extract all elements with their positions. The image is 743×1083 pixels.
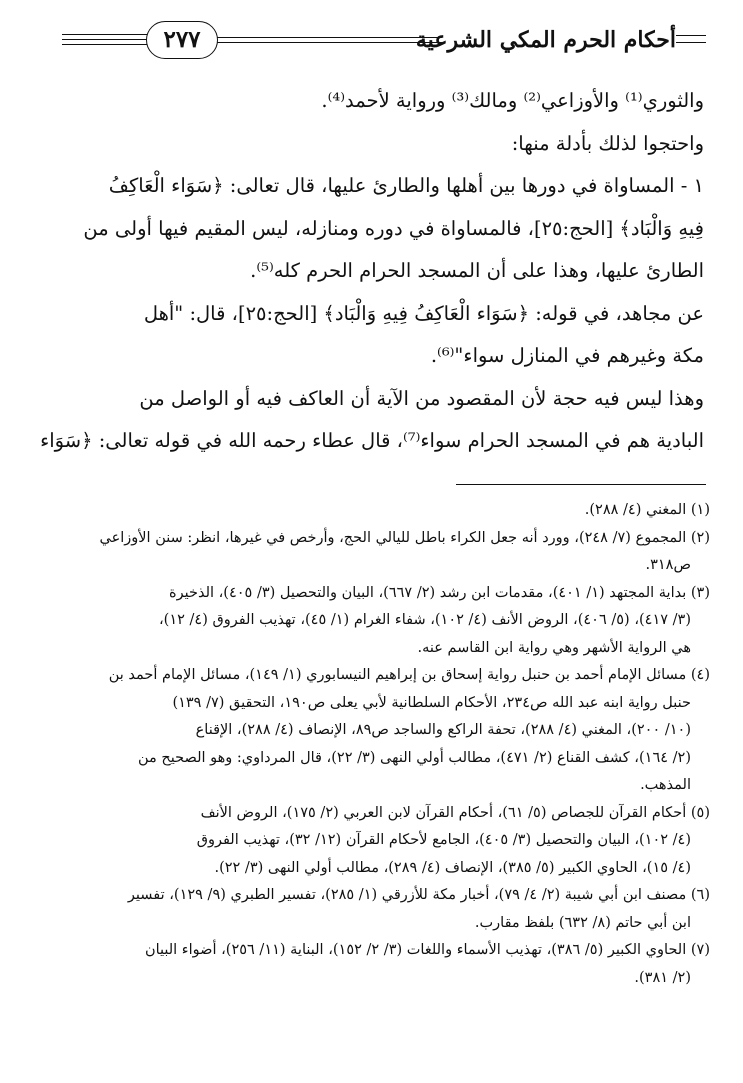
- text-line: فِيهِ وَالْبَاد﴾ [الحج:٢٥]، فالمساواة في دوره ومنازله، ليس المقيم فيها أولى من: [83, 216, 704, 240]
- text-line: ١ - المساواة في دورها بين أهلها والطارئ عليها، قال تعالى: ﴿سَوَاء الْعَاكِفُ: [108, 174, 704, 197]
- text-line: وهذا ليس فيه حجة لأن المقصود من الآية أن العاكف فيه أو الواصل من: [139, 386, 704, 410]
- header-rule: [62, 44, 148, 45]
- header-rule: [62, 34, 148, 35]
- running-title: أحكام الحرم المكي الشرعية: [415, 27, 676, 53]
- page-header: [62, 18, 710, 64]
- main-text: [40, 80, 704, 463]
- text-line: عن مجاهد، في قوله: ﴿سَوَاء الْعَاكِفُ فِيهِ وَالْبَاد﴾ [الحج:٢٥]، قال: "أهل: [143, 301, 704, 325]
- footnote-separator: [456, 484, 706, 485]
- footnote-line: (٦) مصنف ابن أبي شيبة (٢/ ٤/ ٧٩)، أخبار مكة للأزرقي (١/ ٢٨٥)، تفسير الطبري (٩/ ١٢٩)، تفسير: [127, 887, 710, 903]
- footnote-line: (٣/ ٤١٧)، (٥/ ٤٠٦)، الروض الأنف (٤/ ١٠٢)، شفاء الغرام (١/ ٤٥)، تهذيب الفروق (٤/ ١٢)،: [158, 612, 691, 628]
- footnote-line: (١) المغني (٤/ ٢٨٨).: [584, 502, 710, 518]
- footnote-line: (٣) بداية المجتهد (١/ ٤٠١)، مقدمات ابن رشد (٢/ ٦٦٧)، البيان والتحصيل (٣/ ٤٠٥)، الذخيرة: [169, 584, 710, 601]
- footnote-line: (٢) المجموع (٧/ ٢٤٨)، وورد أنه جعل الكراء باطل لليالي الحج، وأرخص في غيرها، انظر: سنن الأوزاعي: [99, 529, 710, 546]
- header-rule: [676, 42, 706, 43]
- page-number: ٢٧٧: [146, 21, 218, 59]
- footnote-line: ص٣١٨.: [645, 557, 691, 573]
- footnote-line: (٢/ ٣٨١).: [634, 969, 691, 986]
- footnotes: [64, 497, 710, 992]
- text-line: والثوري⁽¹⁾ والأوزاعي⁽²⁾ ومالك⁽³⁾ ورواية لأحمد⁽⁴⁾.: [321, 89, 704, 112]
- footnote-line: (٤) مسائل الإمام أحمد بن حنبل رواية إسحاق بن إبراهيم النيسابوري (١/ ١٤٩)، مسائل الإمام أحمد بن: [108, 667, 710, 683]
- footnote-line: ابن أبي حاتم (٨/ ٦٣٢) بلفظ مقارب.: [474, 914, 691, 931]
- text-line: مكة وغيرهم في المنازل سواء"⁽⁶⁾.: [430, 344, 704, 367]
- header-rule: [212, 37, 442, 38]
- footnote-line: (٥) أحكام القرآن للجصاص (٥/ ٦١)، أحكام القرآن لابن العربي (٢/ ١٧٥)، الروض الأنف: [200, 804, 710, 821]
- text-line: واحتجوا لذلك بأدلة منها:: [511, 131, 704, 155]
- footnote-line: (٢/ ١٦٤)، كشف القناع (٢/ ٤٧١)، مطالب أولي النهى (٣/ ٢٢)، قال المرداوي: وهو الصحيح من: [138, 749, 691, 766]
- footnote-line: (٤/ ١٠٢)، البيان والتحصيل (٣/ ٤٠٥)، الجامع لأحكام القرآن (١٢/ ٣٢)، تهذيب الفروق: [196, 832, 691, 848]
- text-line: الطارئ عليها، وهذا على أن المسجد الحرام الحرم كله⁽⁵⁾.: [250, 259, 704, 282]
- footnote-line: حنبل رواية ابنه عبد الله ص٢٣٤، الأحكام السلطانية لأبي يعلى ص١٩٠، التحقيق (٧/ ١٣٩): [172, 694, 691, 711]
- header-rule: [676, 35, 706, 36]
- footnote-line: (١٠/ ٢٠٠)، المغني (٤/ ٢٨٨)، تحفة الراكع والساجد ص٨٩، الإنصاف (٤/ ٢٨٨)، الإقناع: [195, 722, 691, 738]
- footnote-line: هي الرواية الأشهر وهي رواية ابن القاسم عنه.: [417, 639, 691, 656]
- footnote-line: (٧) الحاوي الكبير (٥/ ٣٨٦)، تهذيب الأسماء واللغات (٣/ ٢/ ١٥٢)، البناية (١١/ ٢٥٦)، أضواء البيان: [144, 942, 710, 958]
- text-line: البادية هم في المسجد الحرام سواء⁽⁷⁾، قال عطاء رحمه الله في قوله تعالى: ﴿سَوَاء: [40, 429, 704, 452]
- header-rule: [212, 42, 442, 43]
- header-rule: [62, 39, 148, 40]
- footnote-line: (٤/ ١٥)، الحاوي الكبير (٥/ ٣٨٥)، الإنصاف (٤/ ٢٨٩)، مطالب أولي النهى (٣/ ٢٢).: [214, 859, 691, 876]
- footnote-line: المذهب.: [640, 777, 691, 793]
